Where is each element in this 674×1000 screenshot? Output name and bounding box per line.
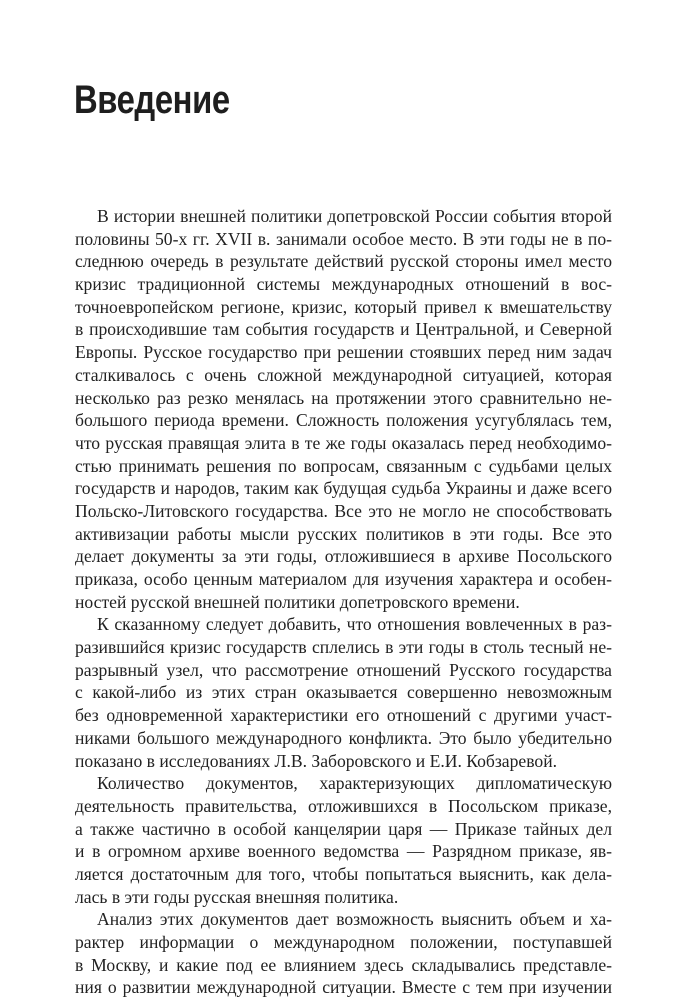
text-line: ностей русской внешней политики допетровского времени. — [75, 591, 520, 612]
text-line: что русская правящая элита в те же годы оказалась перед необходимо- — [75, 432, 612, 453]
text-line: сталкивалось с очень сложной международной ситуацией, которая — [75, 364, 612, 385]
text-line: Европы. Русское государство при решении стоявших перед ним задач — [75, 342, 612, 363]
text-line: половины 50-х гг. XVII в. занимали особое место. В эти годы не в по- — [75, 228, 612, 249]
text-line: точноевропейском регионе, кризис, который привел к вмешательству — [75, 296, 612, 317]
text-line: показано в исследованиях Л.В. Заборовского и Е.И. Кобзаревой. — [75, 750, 558, 771]
text-line: следнюю очередь в результате действий русской стороны имел место — [75, 251, 612, 272]
text-line: Количество документов, характеризующих дипломатическую — [97, 773, 612, 794]
text-line: в Москву, и какие под ее влиянием здесь складывались представле- — [75, 954, 612, 975]
text-line: К сказанному следует добавить, что отношения вовлеченных в раз- — [97, 614, 612, 635]
text-line: большого периода времени. Сложность положения усугублялась тем, — [75, 410, 612, 431]
text-line: никами большого международного конфликта. Это было убедительно — [75, 727, 612, 748]
text-line: делает документы за эти годы, отложившиеся в архиве Посольского — [75, 546, 612, 567]
paragraph — [75, 613, 612, 772]
text-line: разрывный узел, что рассмотрение отношений Русского государства — [75, 659, 612, 680]
text-line: деятельность правительства, отложившихся в Посольском приказе, — [75, 795, 612, 816]
text-line: без одновременной характеристики его отношений с другими участ- — [75, 705, 612, 726]
paragraph — [75, 908, 612, 999]
chapter-title: Введение — [74, 78, 230, 122]
paragraph — [75, 772, 612, 908]
text-line: и в огромном архиве военного ведомства — Разрядном приказе, яв- — [75, 841, 612, 862]
text-line: ния о развитии международной ситуации. Вместе с тем при изучении — [75, 977, 612, 998]
text-line: Анализ этих документов дает возможность выяснить объем и ха- — [97, 909, 612, 930]
text-line: стью принимать решения по вопросам, связанным с судьбами целых — [75, 455, 612, 476]
text-line: В истории внешней политики допетровской России события второй — [97, 206, 612, 226]
text-line: лась в эти годы русская внешняя политика. — [75, 886, 399, 907]
text-line: кризис традиционной системы международных отношений в вос- — [75, 274, 612, 295]
text-line: рактер информации о международном положении, поступавшей — [75, 932, 612, 952]
text-line: разившийся кризис государств сплелись в эти годы в столь тесный не- — [75, 637, 612, 658]
text-line: ляется достаточным для того, чтобы попытаться выяснить, как дела- — [75, 863, 612, 884]
paragraph — [75, 205, 612, 613]
text-line: приказа, особо ценным материалом для изучения характера и особен- — [75, 569, 612, 589]
text-line: в происходившие там события государств и Центральной, и Северной — [75, 319, 612, 340]
text-line: активизации работы мысли русских политиков в эти годы. Все это — [75, 523, 612, 544]
text-line: несколько раз резко менялась на протяжении этого сравнительно не- — [75, 387, 612, 408]
body-text — [75, 205, 612, 999]
text-line: государств и народов, таким как будущая судьба Украины и даже всего — [75, 478, 612, 499]
text-line: а также частично в особой канцелярии царя — Приказе тайных дел — [75, 818, 612, 839]
text-line: Польско-Литовского государства. Все это не могло не способствовать — [75, 500, 612, 521]
text-line: с какой-либо из этих стран оказывается совершенно невозможным — [75, 682, 612, 703]
